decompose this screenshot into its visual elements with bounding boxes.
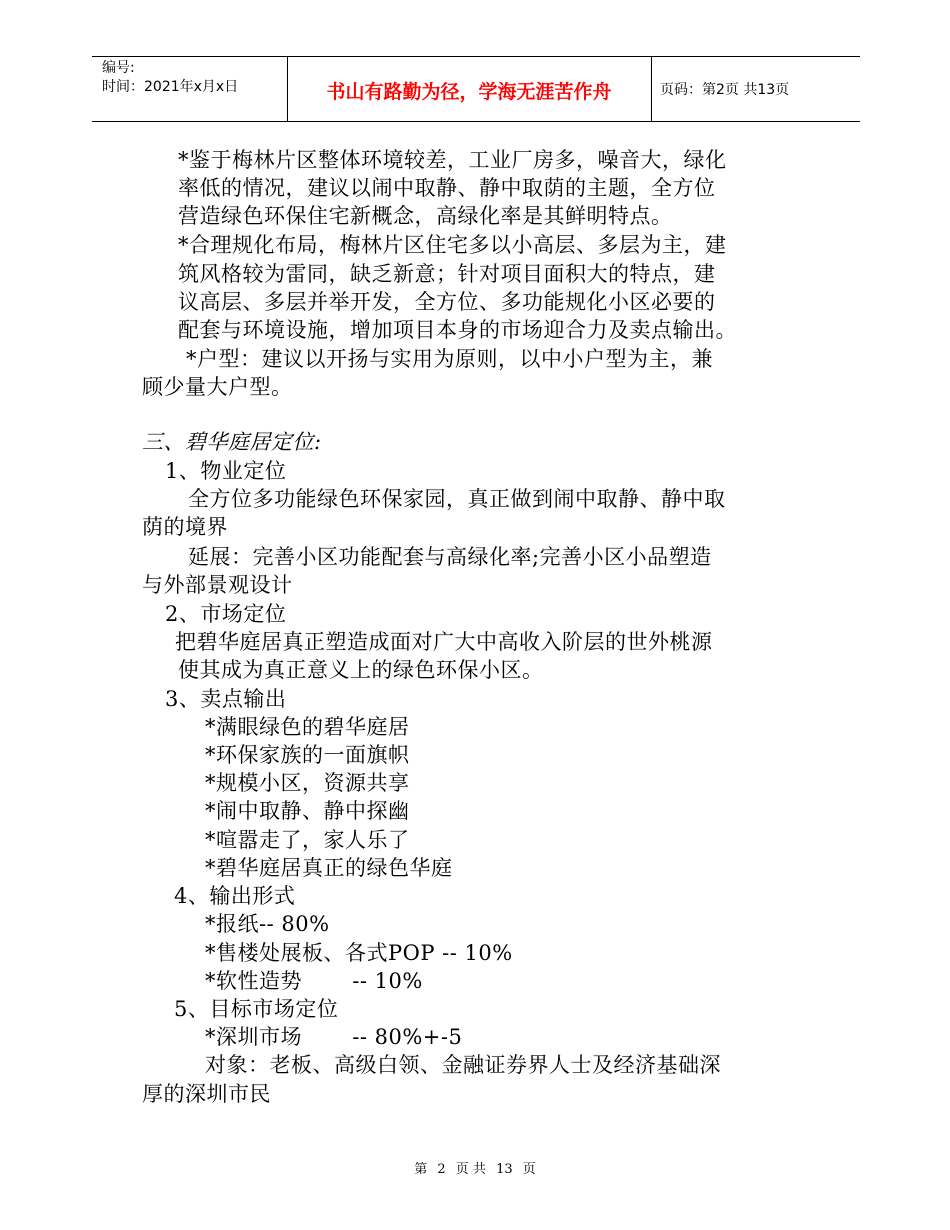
footer-total-pages: 13 xyxy=(496,1162,513,1177)
header-divider-right xyxy=(651,57,652,121)
body-line: 筑风格较为雷同，缺乏新意；针对项目面积大的特点，建 xyxy=(178,262,716,286)
body-line: 议高层、多层并举开发，全方位、多功能规化小区必要的 xyxy=(178,290,716,314)
list-item: *满眼绿色的碧华庭居 xyxy=(205,715,410,739)
body-line: 使其成为真正意义上的绿色环保小区。 xyxy=(178,658,544,682)
body-line: 全方位多功能绿色环保家园，真正做到闹中取静、静中取 xyxy=(188,487,726,511)
footer-page-number: 2 xyxy=(437,1162,446,1177)
body-line: *合理规化布局，梅林片区住宅多以小高层、多层为主，建 xyxy=(178,233,727,257)
list-item: *售楼处展板、各式POP -- 10% xyxy=(205,941,513,965)
body-line: 把碧华庭居真正塑造成面对广大中高收入阶层的世外桃源 xyxy=(175,630,713,654)
body-line: *鉴于梅林片区整体环境较差，工业厂房多，噪音大，绿化 xyxy=(178,148,727,172)
body-line: 顾少量大户型。 xyxy=(142,375,293,399)
body-line: 率低的情况，建议以闹中取静、静中取荫的主题，全方位 xyxy=(178,176,716,200)
footer-suffix: 页 xyxy=(522,1162,536,1177)
section-heading: 三、碧华庭居定位: xyxy=(142,430,322,454)
header-number-label: 编号: xyxy=(102,60,135,76)
list-item: *规模小区，资源共享 xyxy=(205,771,410,795)
list-item: *深圳市场 -- 80%+-5 xyxy=(205,1025,463,1049)
subsection-heading: 3、卖点输出 xyxy=(165,687,287,711)
body-line: *户型：建议以开扬与实用为原则，以中小户型为主，兼 xyxy=(186,347,713,371)
footer-prefix: 第 xyxy=(414,1162,428,1177)
list-item: *碧华庭居真正的绿色华庭 xyxy=(205,856,453,880)
body-line: 厚的深圳市民 xyxy=(142,1082,271,1106)
body-line: 配套与环境设施，增加项目本身的市场迎合力及卖点输出。 xyxy=(178,318,737,342)
header-meta xyxy=(102,59,238,97)
header-time-label: 时间：2021年x月x日 xyxy=(102,79,239,95)
header-motto: 书山有路勤为径，学海无涯苦作舟 xyxy=(326,81,612,103)
subsection-heading: 1、物业定位 xyxy=(165,459,287,483)
body-line: 延展：完善小区功能配套与高绿化率;完善小区小品塑造 xyxy=(188,545,712,569)
list-item: *环保家族的一面旗帜 xyxy=(205,743,410,767)
header-top-rule xyxy=(92,56,860,57)
body-line: 对象：老板、高级白领、金融证券界人士及经济基础深 xyxy=(205,1053,721,1077)
footer-mid: 页 共 xyxy=(455,1162,486,1177)
body-line: 营造绿色环保住宅新概念，高绿化率是其鲜明特点。 xyxy=(178,204,673,228)
body-line: 荫的境界 xyxy=(142,515,228,539)
subsection-heading: 4、输出形式 xyxy=(174,884,296,908)
list-item: *喧嚣走了，家人乐了 xyxy=(205,828,410,852)
body-line: 与外部景观设计 xyxy=(142,573,293,597)
list-item: *闹中取静、静中探幽 xyxy=(205,799,410,823)
list-item: *报纸-- 80% xyxy=(205,912,330,936)
page-footer xyxy=(0,1158,950,1177)
list-item: *软性造势 -- 10% xyxy=(205,969,423,993)
subsection-heading: 2、市场定位 xyxy=(165,602,287,626)
subsection-heading: 5、目标市场定位 xyxy=(174,997,339,1021)
header-bottom-rule xyxy=(92,121,860,122)
header-page-label: 页码：第2页 共13页 xyxy=(660,82,790,98)
